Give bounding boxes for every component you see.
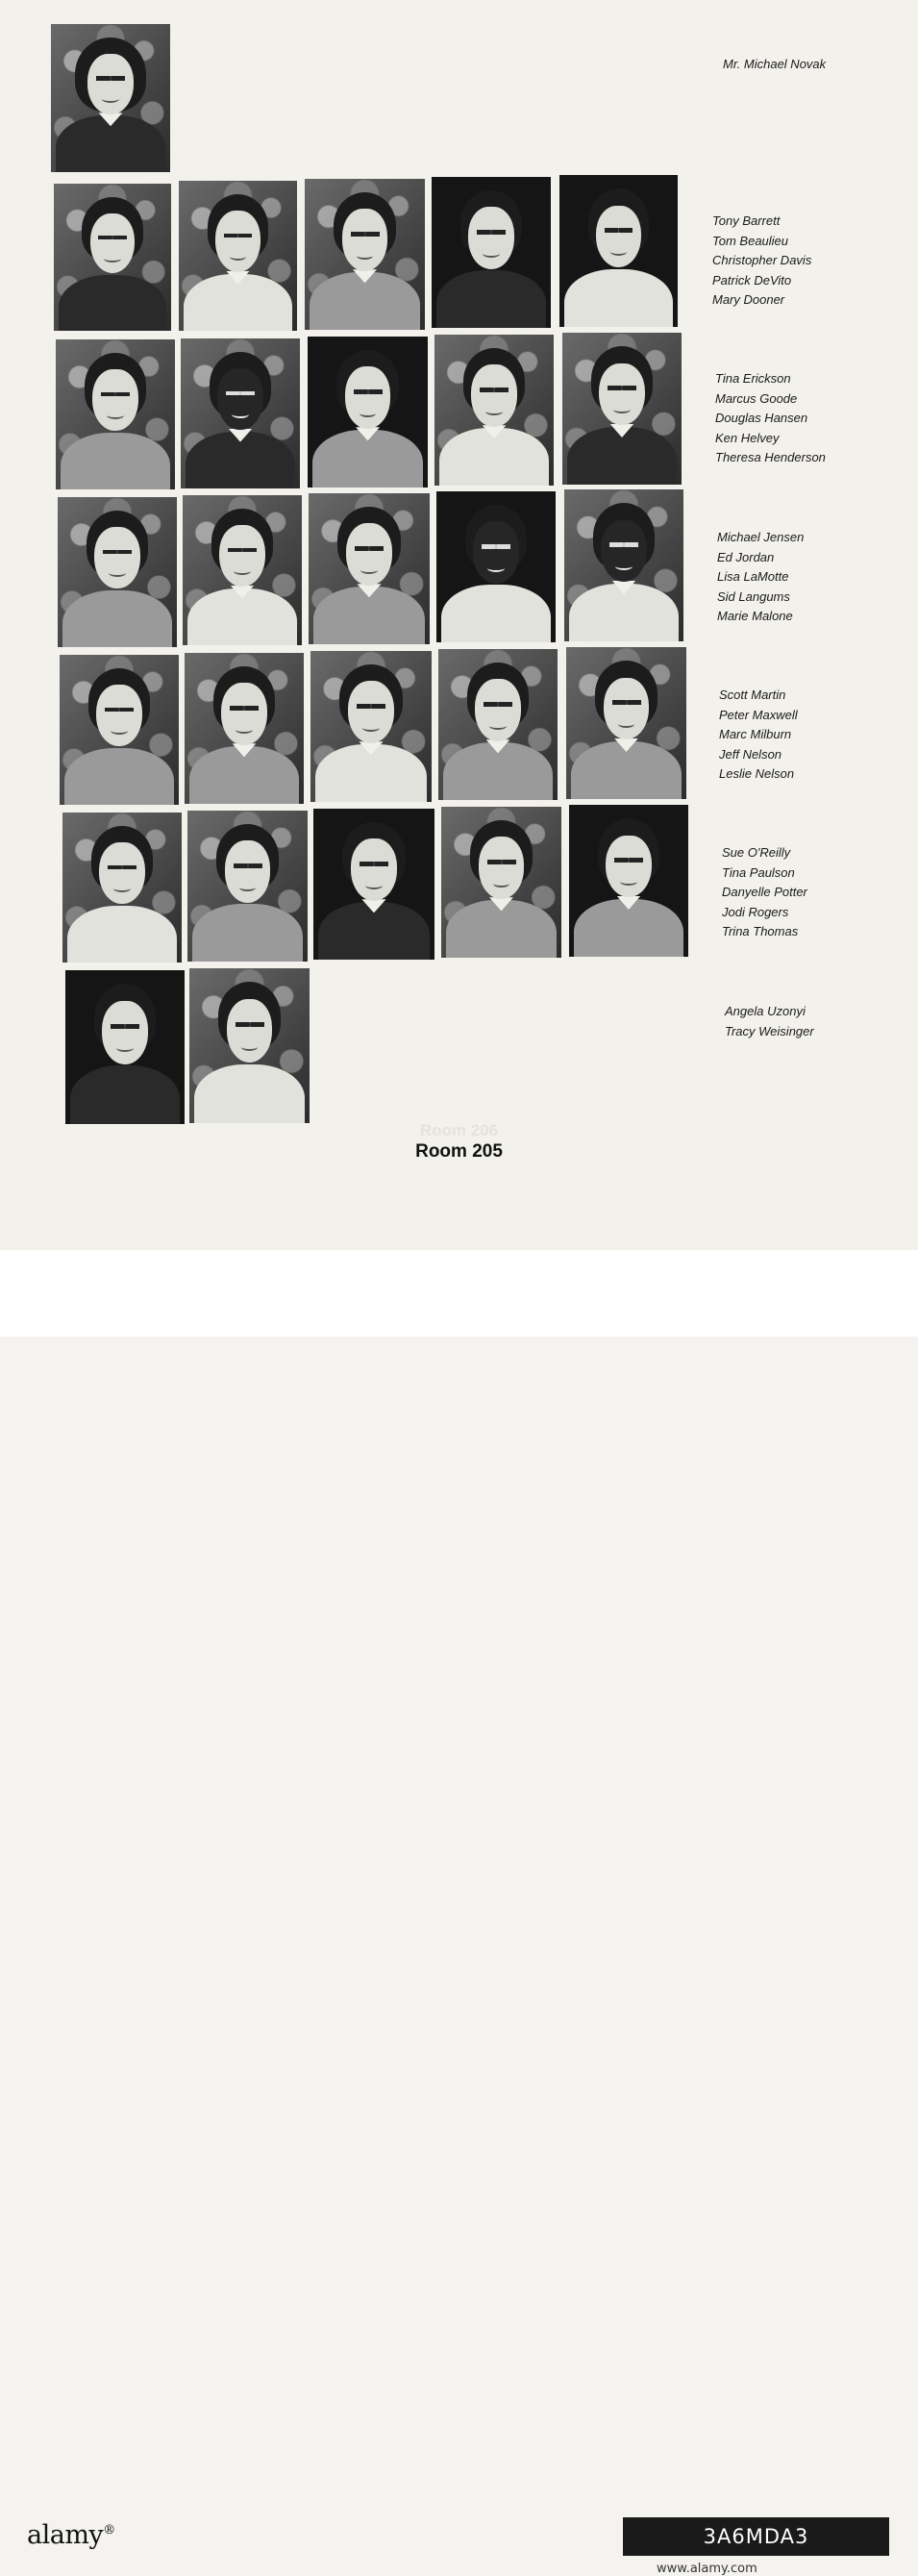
bleed-through-caption: Room 206 — [419, 1121, 499, 1139]
student-name: Michael Jensen — [717, 530, 805, 544]
teacher-photo — [51, 24, 170, 172]
student-photo — [566, 647, 686, 799]
name-list-row-2 — [715, 369, 826, 468]
student-photo — [310, 651, 432, 802]
name-list-row-1 — [712, 212, 811, 311]
student-name: Ed Jordan — [717, 549, 775, 564]
watermark-footer — [0, 1250, 918, 2576]
student-photo — [432, 177, 551, 328]
student-photo — [436, 491, 556, 642]
student-name: Peter Maxwell — [719, 707, 798, 722]
student-name: Tony Barrett — [712, 213, 781, 228]
stock-url: www.alamy.com — [657, 2562, 757, 2576]
student-name: Douglas Hansen — [715, 411, 808, 425]
student-photo — [434, 335, 554, 486]
yearbook-page — [0, 0, 918, 1250]
student-name: Marcus Goode — [715, 390, 798, 406]
name-list-row-4 — [719, 686, 798, 785]
student-photo — [313, 809, 434, 960]
student-photo — [187, 811, 308, 962]
alamy-logo: alamy® — [27, 2520, 115, 2550]
student-name: Ken Helvey — [715, 430, 780, 445]
student-photo — [438, 649, 558, 800]
student-name: Tina Erickson — [715, 371, 791, 386]
student-photo — [189, 968, 310, 1123]
teacher-name: Mr. Michael Novak — [723, 57, 827, 71]
student-photo — [181, 338, 300, 488]
student-name: Sid Langums — [717, 588, 790, 604]
student-photo — [305, 179, 425, 330]
student-name: Theresa Henderson — [715, 450, 826, 464]
student-photo — [65, 970, 185, 1124]
student-photo — [183, 495, 302, 645]
student-photo — [56, 339, 175, 489]
student-name: Tina Paulson — [722, 864, 795, 880]
student-name: Jodi Rogers — [722, 904, 789, 919]
student-photo — [559, 175, 678, 327]
student-name: Jeff Nelson — [719, 746, 782, 762]
student-name: Trina Thomas — [722, 924, 799, 938]
student-photo — [62, 813, 182, 963]
student-name: Marie Malone — [717, 609, 793, 623]
student-name: Tom Beaulieu — [712, 233, 789, 248]
student-name: Lisa LaMotte — [717, 569, 789, 584]
student-photo — [308, 337, 428, 488]
student-photo — [179, 181, 297, 331]
student-photo — [569, 805, 688, 957]
student-name: Leslie Nelson — [719, 766, 795, 781]
student-photo — [58, 497, 177, 647]
student-photo — [309, 493, 430, 644]
room-caption: Room 205 — [415, 1141, 503, 1162]
student-name: Scott Martin — [719, 688, 786, 702]
student-name: Christopher Davis — [712, 253, 812, 267]
name-list-row-3 — [717, 528, 804, 627]
student-photo — [60, 655, 179, 805]
student-name: Angela Uzonyi — [725, 1004, 806, 1018]
student-photo — [441, 807, 561, 958]
student-name: Patrick DeVito — [712, 272, 792, 288]
image-id-badge: 3A6MDA3 — [623, 2517, 889, 2556]
student-photo — [564, 489, 683, 641]
student-name: Marc Milburn — [719, 727, 792, 741]
student-photo — [562, 333, 682, 485]
student-name: Danyelle Potter — [722, 885, 807, 899]
name-list-row-5 — [722, 843, 807, 942]
name-list-row-6 — [725, 1002, 814, 1041]
student-name: Tracy Weisinger — [725, 1023, 814, 1038]
student-name: Mary Dooner — [712, 292, 785, 307]
student-photo — [54, 184, 171, 331]
student-name: Sue O'Reilly — [722, 845, 791, 860]
student-photo — [185, 653, 304, 804]
